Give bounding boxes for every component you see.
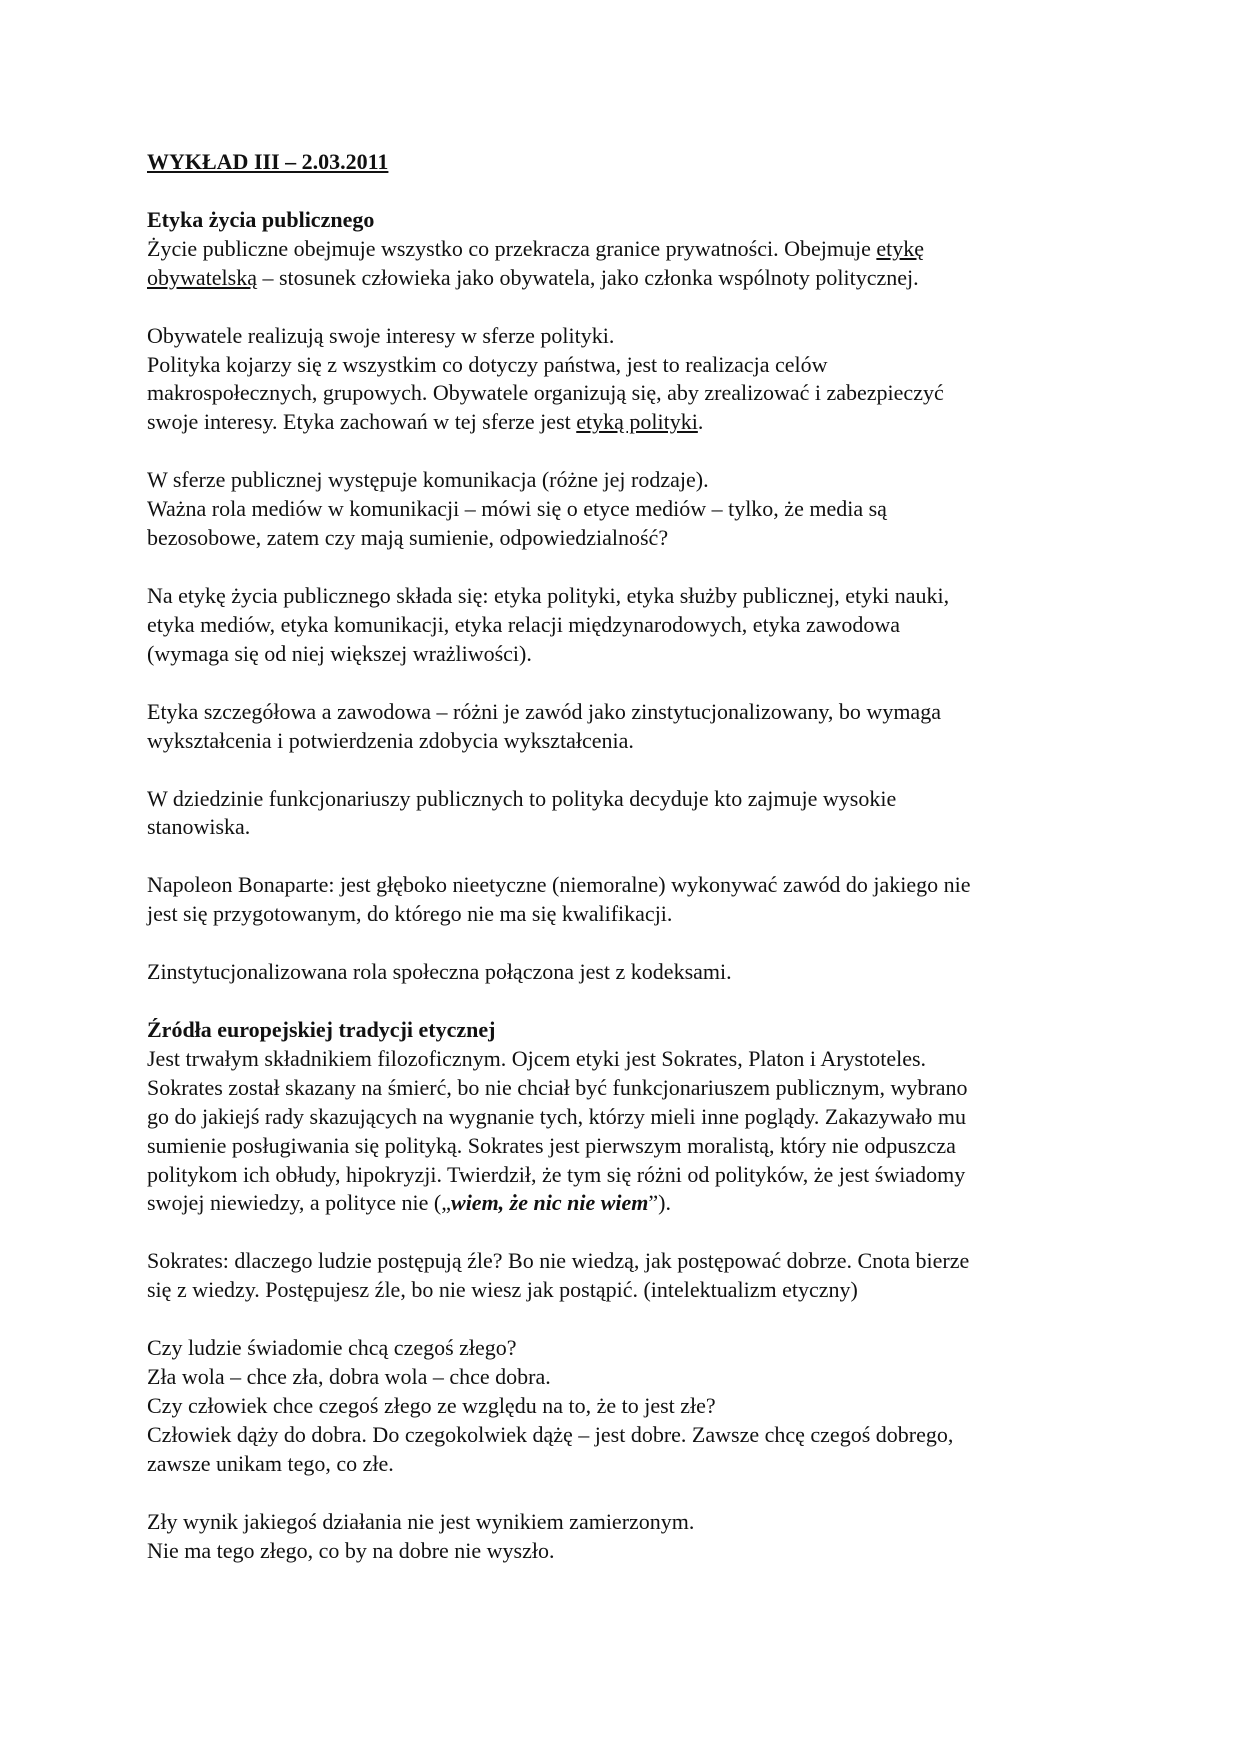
paragraph — [147, 1045, 1107, 1218]
text-line: (wymaga się od niej większej wrażliwości). — [147, 640, 532, 666]
text-line: Czy ludzie świadomie chcą czegoś złego? — [147, 1335, 517, 1361]
text-line: Nie ma tego złego, co by na dobre nie wyszło. — [147, 1537, 555, 1563]
paragraph — [147, 235, 1107, 293]
text-line: Sokrates został skazany na śmierć, bo nie chciał być funkcjonariuszem publicznym, wybrano — [147, 1074, 968, 1100]
text-line: się z wiedzy. Postępujesz źle, bo nie wiesz jak postąpić. (intelektualizm etyczny) — [147, 1277, 858, 1303]
text-line: Napoleon Bonaparte: jest głęboko nieetyczne (niemoralne) wykonywać zawód do jakiego nie — [147, 872, 971, 898]
text-run: swojej niewiedzy, a polityce nie („ — [147, 1190, 452, 1216]
underlined-term: etykę — [876, 235, 925, 261]
text-line: politykom ich obłudy, hipokryzji. Twierdził, że tym się różni od polityków, że jest świadomy — [147, 1161, 966, 1187]
section-heading: Źródła europejskiej tradycji etycznej — [147, 1017, 496, 1043]
text-line: W sferze publicznej występuje komunikacja (różne jej rodzaje). — [147, 467, 709, 493]
section-heading: Etyka życia publicznego — [147, 206, 375, 232]
underlined-term: obywatelską — [147, 264, 257, 290]
text-line: etyka mediów, etyka komunikacji, etyka relacji międzynarodowych, etyka zawodowa — [147, 611, 901, 637]
text-line: Zły wynik jakiegoś działania nie jest wynikiem zamierzonym. — [147, 1508, 695, 1534]
text-line: Obywatele realizują swoje interesy w sferze polityki. — [147, 322, 615, 348]
text-line — [147, 408, 1107, 437]
text-line: Czy człowiek chce czegoś złego ze względu na to, że to jest złe? — [147, 1393, 716, 1418]
lecture-title: WYKŁAD III – 2.03.2011 — [147, 149, 389, 174]
text-line: Na etykę życia publicznego składa się: etyka polityki, etyka służby publicznej, etyki nauki, — [147, 582, 950, 608]
text-line: Zła wola – chce zła, dobra wola – chce dobra. — [147, 1364, 551, 1390]
text-line: wykształcenia i potwierdzenia zdobycia wykształcenia. — [147, 727, 634, 753]
text-run: ”). — [648, 1190, 671, 1216]
text-run: – stosunek człowieka jako obywatela, jako członka wspólnoty politycznej. — [256, 264, 919, 290]
section-public-ethics — [147, 206, 1107, 987]
paragraph: Zinstytucjonalizowana rola społeczna połączona jest z kodeksami. — [147, 959, 732, 985]
document-page — [147, 148, 1107, 1595]
paragraph — [147, 1508, 1107, 1566]
text-line: Jest trwałym składnikiem filozoficznym. Ojcem etyki jest Sokrates, Platon i Arystoteles. — [147, 1045, 927, 1071]
paragraph — [147, 871, 1107, 929]
paragraph — [147, 582, 1107, 669]
paragraph — [147, 466, 1107, 553]
text-line: go do jakiejś rady skazujących na wygnanie tych, którzy mieli inne poglądy. Zakazywało mu — [147, 1103, 967, 1129]
underlined-term: etyką polityki — [576, 409, 698, 435]
paragraph — [147, 1334, 1107, 1479]
text-line: Etyka szczegółowa a zawodowa – różni je zawód jako zinstytucjonalizowany, bo wymaga — [147, 698, 941, 724]
paragraph — [147, 698, 1107, 756]
text-line: Człowiek dąży do dobra. Do czegokolwiek dążę – jest dobre. Zawsze chcę czegoś dobrego, — [147, 1421, 954, 1447]
text-line: Polityka kojarzy się z wszystkim co dotyczy państwa, jest to realizacja celów — [147, 351, 828, 377]
text-line: W dziedzinie funkcjonariuszy publicznych to polityka decyduje kto zajmuje wysokie — [147, 785, 897, 811]
text-line: sumienie posługiwania się polityką. Sokrates jest pierwszym moralistą, który nie odpuszcza — [147, 1132, 956, 1158]
paragraph — [147, 1247, 1107, 1305]
text-line: Sokrates: dlaczego ludzie postępują źle? Bo nie wiedzą, jak postępować dobrze. Cnota bierze — [147, 1248, 970, 1274]
text-line: makrospołecznych, grupowych. Obywatele organizują się, aby zrealizować i zabezpieczyć — [147, 380, 944, 406]
quote-emphasis: wiem, że nic nie wiem — [451, 1190, 649, 1216]
text-run: . — [697, 409, 704, 435]
text-run: swoje interesy. Etyka zachowań w tej sferze jest — [147, 409, 577, 435]
text-line: bezosobowe, zatem czy mają sumienie, odpowiedzialność? — [147, 525, 669, 551]
paragraph — [147, 322, 1107, 438]
text-line: jest się przygotowanym, do którego nie ma się kwalifikacji. — [147, 901, 673, 927]
text-run: Życie publiczne obejmuje wszystko co przekracza granice prywatności. Obejmuje — [147, 235, 877, 261]
text-line: stanowiska. — [147, 814, 251, 840]
text-line: Ważna rola mediów w komunikacji – mówi się o etyce mediów – tylko, że media są — [147, 496, 887, 522]
paragraph — [147, 785, 1107, 843]
section-european-tradition — [147, 1016, 1107, 1566]
text-line — [147, 1189, 1107, 1218]
text-line: zawsze unikam tego, co złe. — [147, 1450, 394, 1476]
